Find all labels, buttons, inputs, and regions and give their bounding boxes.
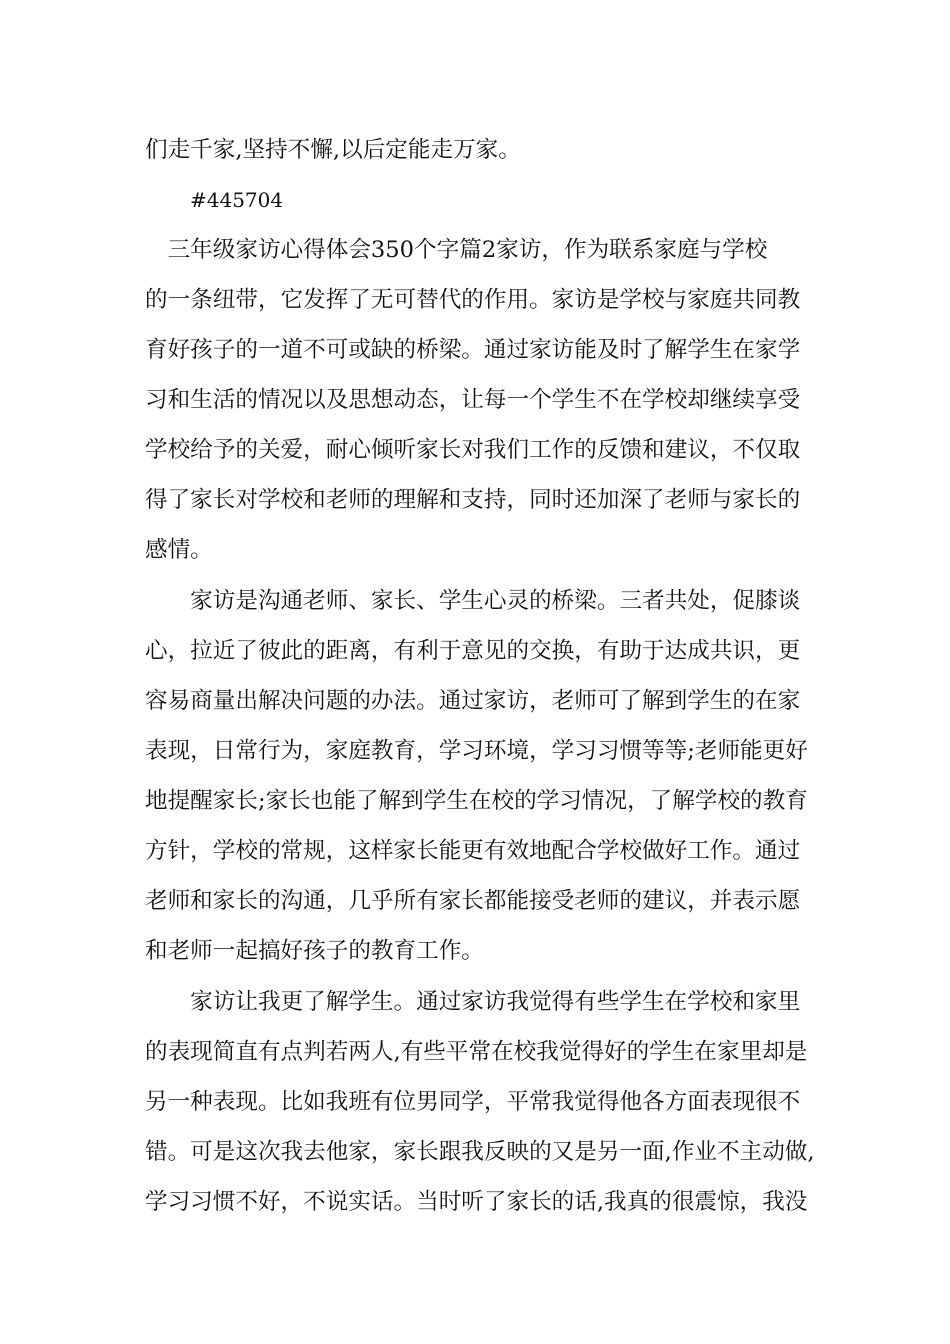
paragraph-3-line-2: 的表现简直有点判若两人,有些平常在校我觉得好的学生在家里却是 [145,1039,808,1065]
paragraph-1-line-7: 感情。 [145,537,213,563]
paragraph-1-line-4: 习和生活的情况以及思想动态，让每一个学生不在学校却继续享受 [145,387,801,413]
paragraph-2-line-4: 表现，日常行为，家庭教育，学习环境，学习习惯等等;老师能更好 [145,738,808,764]
intro-line: 们走千家,坚持不懈,以后定能走万家。 [145,137,521,163]
reference-number: #445704 [190,188,284,212]
paragraph-2-line-3: 容易商量出解决问题的办法。通过家访，老师可了解到学生的在家 [145,688,801,714]
paragraph-2-line-8: 和老师一起搞好孩子的教育工作。 [145,938,484,964]
paragraph-3-line-1: 家访让我更了解学生。通过家访我觉得有些学生在学校和家里 [145,989,801,1015]
paragraph-3-line-4: 错。可是这次我去他家，家长跟我反映的又是另一面,作业不主动做, [145,1139,815,1165]
paragraph-3-line-5: 学习习惯不好，不说实话。当时听了家长的话,我真的很震惊，我没 [145,1189,808,1215]
paragraph-2-line-2: 心，拉近了彼此的距离，有利于意见的交换，有助于达成共识，更 [145,638,801,664]
paragraph-2-line-6: 方针，学校的常规，这样家长能更有效地配合学校做好工作。通过 [145,838,801,864]
paragraph-1-line-1: 三年级家访心得体会350个字篇2家访，作为联系家庭与学校 [145,237,768,263]
paragraph-2-line-7: 老师和家长的沟通，几乎所有家长都能接受老师的建议，并表示愿 [145,888,801,914]
paragraph-2-line-5: 地提醒家长;家长也能了解到学生在校的学习情况，了解学校的教育 [145,788,808,814]
paragraph-1-line-2: 的一条纽带，它发挥了无可替代的作用。家访是学校与家庭共同教 [145,287,801,313]
paragraph-3-line-3: 另一种表现。比如我班有位男同学，平常我觉得他各方面表现很不 [145,1089,801,1115]
paragraph-1-line-5: 学校给予的关爱，耐心倾听家长对我们工作的反馈和建议，不仅取 [145,437,801,463]
paragraph-1-line-3: 育好孩子的一道不可或缺的桥梁。通过家访能及时了解学生在家学 [145,337,801,363]
paragraph-1-line-6: 得了家长对学校和老师的理解和支持，同时还加深了老师与家长的 [145,487,801,513]
paragraph-2-line-1: 家访是沟通老师、家长、学生心灵的桥梁。三者共处，促膝谈 [145,588,801,614]
